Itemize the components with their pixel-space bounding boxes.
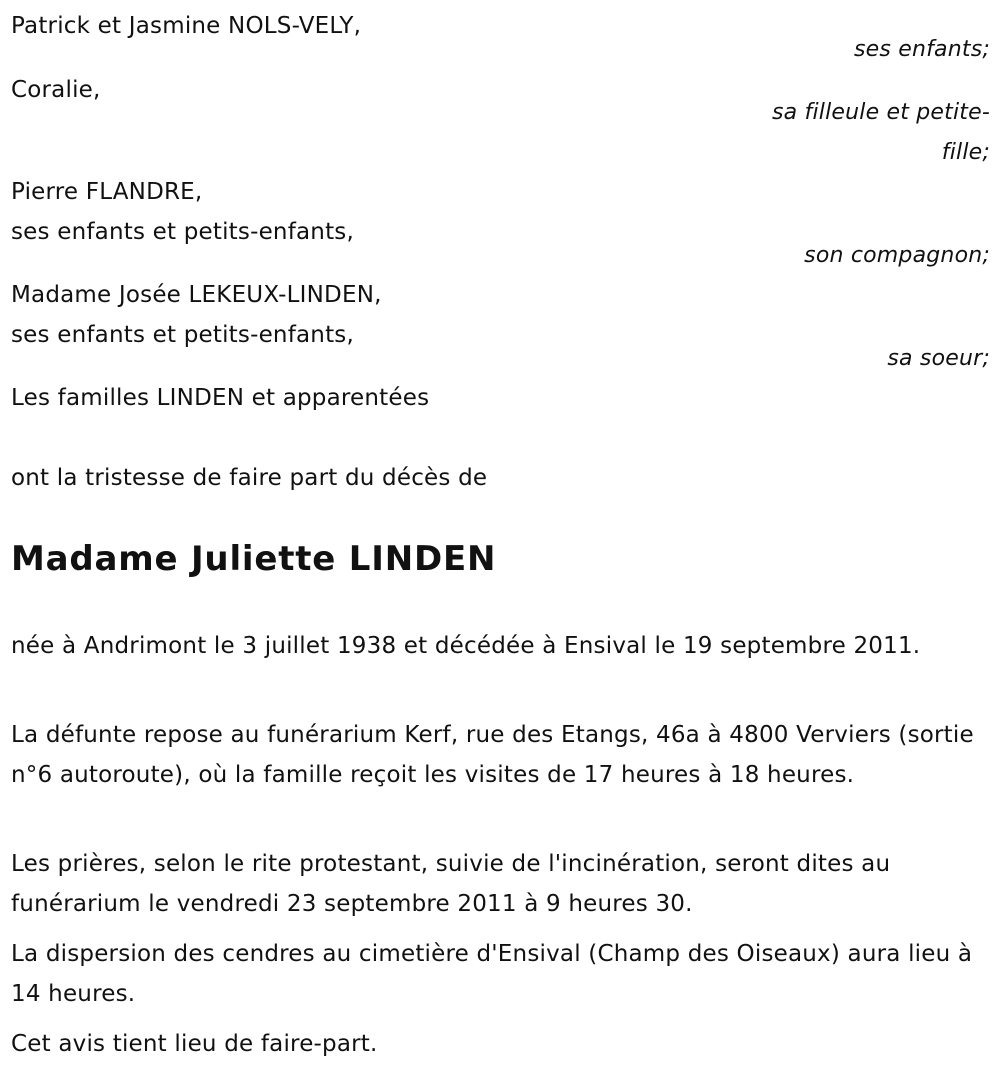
- deceased-name: Madame Juliette LINDEN: [11, 539, 497, 579]
- family-line-flandre-children: ses enfants et petits-enfants,: [11, 219, 354, 245]
- family-line-nols-vely: Patrick et Jasmine NOLS-VELY,: [11, 13, 362, 39]
- family-line-linden-families: Les familles LINDEN et apparentées: [11, 385, 430, 411]
- role-ses-enfants: ses enfants;: [853, 37, 990, 62]
- ashes-paragraph: La dispersion des cendres au cimetière d'Ensival (Champ des Oiseaux) aura lieu à 14 heures.: [11, 941, 973, 1007]
- role-filleule-line2: fille;: [941, 140, 990, 165]
- prayers-paragraph: Les prières, selon le rite protestant, suivie de l'incinération, seront dites au funérarium le vendredi 23 septembre 2011 à 9 heures 30.: [11, 851, 891, 917]
- role-filleule-line1: sa filleule et petite-: [771, 100, 990, 125]
- viewing-paragraph: La défunte repose au funérarium Kerf, rue des Etangs, 46a à 4800 Verviers (sortie n°6 autoroute), où la famille reçoit les visites de 17 heures à 18 heures.: [11, 722, 974, 788]
- family-line-coralie: Coralie,: [11, 77, 101, 103]
- family-line-flandre: Pierre FLANDRE,: [11, 179, 203, 205]
- family-line-lekeux-children: ses enfants et petits-enfants,: [11, 322, 354, 348]
- role-son-compagnon: son compagnon;: [804, 243, 990, 268]
- announcement-text: ont la tristesse de faire part du décès de: [11, 465, 488, 491]
- family-line-lekeux-linden: Madame Josée LEKEUX-LINDEN,: [11, 282, 382, 308]
- notice-paragraph: Cet avis tient lieu de faire-part.: [11, 1031, 378, 1057]
- birth-death-paragraph: née à Andrimont le 3 juillet 1938 et décédée à Ensival le 19 septembre 2011.: [11, 633, 921, 659]
- role-sa-soeur: sa soeur;: [887, 346, 990, 371]
